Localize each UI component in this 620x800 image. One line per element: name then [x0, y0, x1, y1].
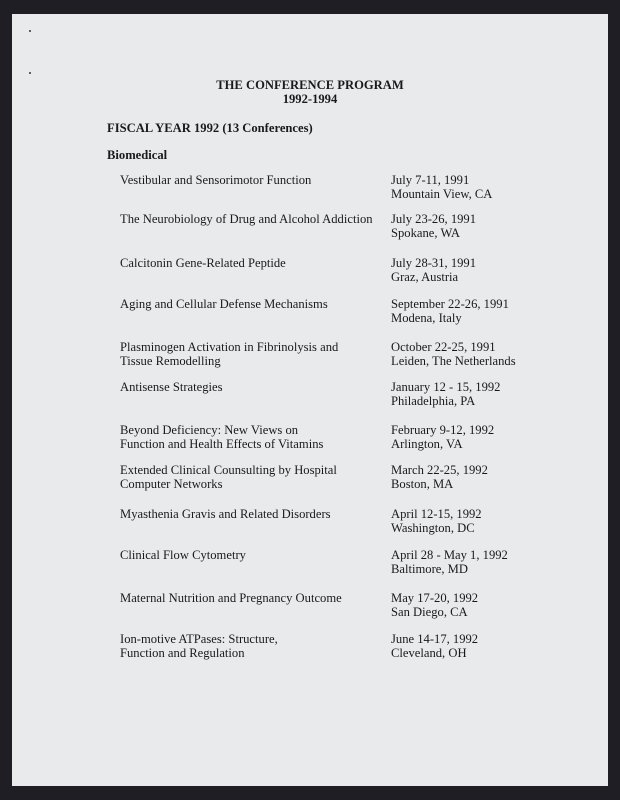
conference-location: Modena, Italy [391, 311, 462, 325]
conference-date: September 22-26, 1991 [391, 297, 509, 311]
conference-title: The Neurobiology of Drug and Alcohol Addiction [120, 212, 373, 226]
fiscal-year-heading: FISCAL YEAR 1992 (13 Conferences) [107, 121, 313, 135]
page-subtitle: 1992-1994 [282, 92, 338, 106]
document-page [12, 14, 608, 786]
conference-title: Tissue Remodelling [120, 354, 221, 368]
conference-title: Aging and Cellular Defense Mechanisms [120, 297, 328, 311]
conference-title: Vestibular and Sensorimotor Function [120, 173, 312, 187]
conference-date: July 23-26, 1991 [391, 212, 477, 226]
conference-location: Graz, Austria [391, 270, 459, 284]
conference-location: Boston, MA [391, 477, 454, 491]
conference-date: April 28 - May 1, 1992 [391, 548, 508, 562]
conference-title: Extended Clinical Counsulting by Hospital [120, 463, 337, 477]
punch-mark [29, 30, 31, 32]
conference-location: Baltimore, MD [391, 562, 468, 576]
conference-date: May 17-20, 1992 [391, 591, 479, 605]
conference-title: Clinical Flow Cytometry [120, 548, 246, 562]
page-title: THE CONFERENCE PROGRAM [216, 78, 404, 92]
conference-title: Computer Networks [120, 477, 223, 491]
punch-mark [29, 72, 31, 74]
conference-date: March 22-25, 1992 [391, 463, 488, 477]
conference-title: Myasthenia Gravis and Related Disorders [120, 507, 331, 521]
conference-title: Calcitonin Gene-Related Peptide [120, 256, 286, 270]
conference-title: Plasminogen Activation in Fibrinolysis and [120, 340, 339, 354]
conference-location: Philadelphia, PA [391, 394, 476, 408]
conference-location: Washington, DC [391, 521, 475, 535]
category-heading: Biomedical [107, 148, 168, 162]
conference-title: Ion-motive ATPases: Structure, [120, 632, 278, 646]
conference-date: April 12-15, 1992 [391, 507, 482, 521]
conference-location: San Diego, CA [391, 605, 468, 619]
conference-date: February 9-12, 1992 [391, 423, 495, 437]
conference-location: Spokane, WA [391, 226, 461, 240]
conference-location: Leiden, The Netherlands [391, 354, 516, 368]
conference-title: Beyond Deficiency: New Views on [120, 423, 299, 437]
conference-title: Function and Health Effects of Vitamins [120, 437, 324, 451]
conference-date: October 22-25, 1991 [391, 340, 496, 354]
conference-title: Maternal Nutrition and Pregnancy Outcome [120, 591, 342, 605]
conference-date: June 14-17, 1992 [391, 632, 479, 646]
conference-date: January 12 - 15, 1992 [391, 380, 501, 394]
conference-date: July 28-31, 1991 [391, 256, 477, 270]
conference-title: Function and Regulation [120, 646, 245, 660]
conference-title: Antisense Strategies [120, 380, 223, 394]
conference-date: July 7-11, 1991 [391, 173, 470, 187]
conference-location: Mountain View, CA [391, 187, 493, 201]
conference-location: Cleveland, OH [391, 646, 467, 660]
conference-location: Arlington, VA [391, 437, 463, 451]
